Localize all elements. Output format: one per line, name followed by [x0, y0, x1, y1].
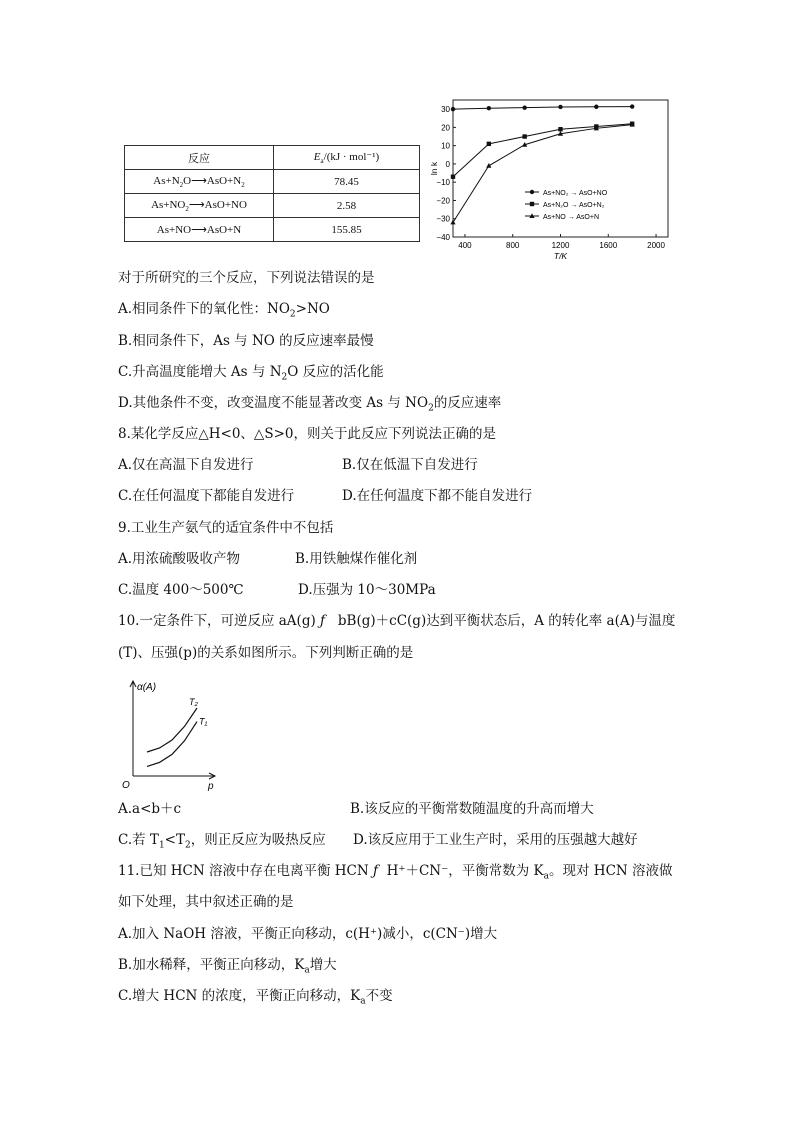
curve-label-t1: T₁ [199, 716, 208, 727]
header-reaction: 反应 [125, 146, 274, 170]
q10-option-a: A.a<b＋c [118, 801, 182, 817]
x-tick-label: 1200 [551, 241, 570, 250]
x-tick-label: 2000 [647, 241, 665, 250]
lnk-temperature-chart [425, 95, 675, 265]
q10-option-b: B.该反应的平衡常数随温度的升高而增大 [350, 801, 594, 817]
reaction-cell: As+NO⟶AsO+N [125, 218, 274, 242]
data-point-square [451, 175, 455, 179]
y-tick-label: 0 [445, 159, 450, 169]
q8-option-a: A.仅在高温下自发进行 [118, 457, 254, 473]
conversion-pressure-chart [115, 668, 225, 793]
q11-option-a: A.加入 NaOH 溶液，平衡正向移动，c(H⁺)减小，c(CN⁻)增大 [118, 926, 498, 942]
data-point-circle [630, 104, 634, 108]
q7-option-a: A.相同条件下的氧化性：$NO_2>NO$ [118, 301, 330, 320]
curve-label-t2: T₂ [189, 697, 198, 707]
q9-option-d: D.压强为 10～30MPa [298, 582, 436, 598]
y-tick-label: −40 [436, 233, 450, 242]
legend-entry: As+N₂O → AsO+N₂ [543, 202, 605, 209]
series-line-square [453, 124, 632, 177]
ea-cell: 155.85 [274, 218, 420, 242]
alpha-plot-area [122, 681, 215, 792]
legend-entry: As+NO → AsO+N [543, 214, 600, 221]
q8-option-c: C.在任何温度下都能自发进行 [118, 488, 295, 504]
x-tick-label: 1600 [599, 241, 618, 250]
q11-stem-line2: 如下处理，其中叙述正确的是 [118, 894, 294, 910]
q9-option-c: C.温度 400～500℃ [118, 582, 244, 598]
y-tick-label: 10 [441, 141, 450, 151]
reaction-cell: $As+NO_2⟶AsO+NO$ [125, 194, 274, 218]
y-axis-label: ln k [429, 161, 439, 176]
legend-marker-square [530, 202, 534, 206]
q10-option-c: C.若 $T_1<T_2$，则正反应为吸热反应 [118, 832, 326, 851]
table-row [125, 218, 420, 242]
curve-t1 [147, 722, 197, 767]
data-point-square [522, 134, 526, 138]
q7-option-d: D.其他条件不变，改变温度不能显著改变 As 与 $NO_2$的反应速率 [118, 395, 502, 414]
activation-energy-table [124, 145, 420, 242]
y-tick-label: −20 [436, 196, 450, 206]
series-line-circle [453, 107, 632, 110]
q11-option-b: B.加水稀释，平衡正向移动，$K_a$增大 [118, 957, 337, 976]
y-tick-label: 30 [441, 105, 450, 115]
q7-option-b: B.相同条件下，As 与 NO 的反应速率最慢 [118, 333, 374, 349]
y-tick-label: −10 [436, 178, 450, 188]
table-row [125, 170, 420, 194]
q10-option-d: D.该反应用于工业生产时，采用的压强越大越好 [353, 832, 638, 848]
q9-option-b: B.用铁触煤作催化剂 [295, 551, 418, 567]
legend-marker-circle [530, 190, 534, 194]
q8-option-b: B.仅在低温下自发进行 [342, 457, 478, 473]
curve-t2 [147, 708, 197, 752]
data-point-circle [451, 107, 455, 111]
ea-cell: 2.58 [274, 194, 420, 218]
data-point-square [558, 127, 562, 131]
data-point-circle [594, 105, 598, 109]
data-point-circle [487, 106, 491, 110]
x-axis-label: T/K [553, 251, 568, 261]
y-tick-label: 20 [441, 123, 450, 133]
origin-label: O [122, 780, 130, 791]
q8-stem: 8.某化学反应△H<0、△S>0，则关于此反应下列说法正确的是 [118, 426, 496, 442]
ea-cell: 78.45 [274, 170, 420, 194]
data-point-square [487, 142, 491, 146]
data-point-circle [558, 105, 562, 109]
y-axis-label: α(A) [137, 682, 157, 693]
legend-entry: As+NO₂ → AsO+NO [543, 190, 608, 197]
q11-stem-line1: 11.已知 HCN 溶液中存在电离平衡 HCN ƒ H⁺＋CN⁻，平衡常数为 $K_a$。现对 HCN 溶液做 [118, 863, 673, 882]
q10-stem-line2: (T)、压强(p)的关系如图所示。下列判断正确的是 [118, 645, 414, 661]
x-axis-label: p [208, 781, 214, 792]
q9-option-a: A.用浓硫酸吸收产物 [118, 551, 241, 567]
reaction-cell: $As+N_2O⟶AsO+N_2$ [125, 170, 274, 194]
q10-stem-line1: 10.一定条件下，可逆反应 aA(g) ƒ bB(g)＋cC(g)达到平衡状态后，A 的转化率 a(A)与温度 [118, 613, 676, 629]
table-row [125, 194, 420, 218]
q11-option-c: C.增大 HCN 的浓度，平衡正向移动，$K_a$不变 [118, 988, 393, 1007]
x-tick-label: 800 [506, 241, 520, 250]
header-ea: $E_a/(kJ \cdot mol^{-1})$ [274, 146, 420, 170]
q7-option-c: C.升高温度能增大 As 与 $N_2O$ 反应的活化能 [118, 364, 384, 383]
x-tick-label: 400 [458, 241, 472, 250]
y-tick-label: −30 [436, 214, 450, 224]
data-point-triangle [486, 163, 491, 168]
lnk-plot-area [429, 100, 668, 261]
q8-option-d: D.在任何温度下都不能自发进行 [342, 488, 533, 504]
data-point-circle [522, 105, 526, 109]
q7-stem: 对于所研究的三个反应，下列说法错误的是 [118, 270, 375, 286]
q9-stem: 9.工业生产氨气的适宜条件中不包括 [118, 520, 334, 536]
table-header-row [125, 146, 420, 170]
